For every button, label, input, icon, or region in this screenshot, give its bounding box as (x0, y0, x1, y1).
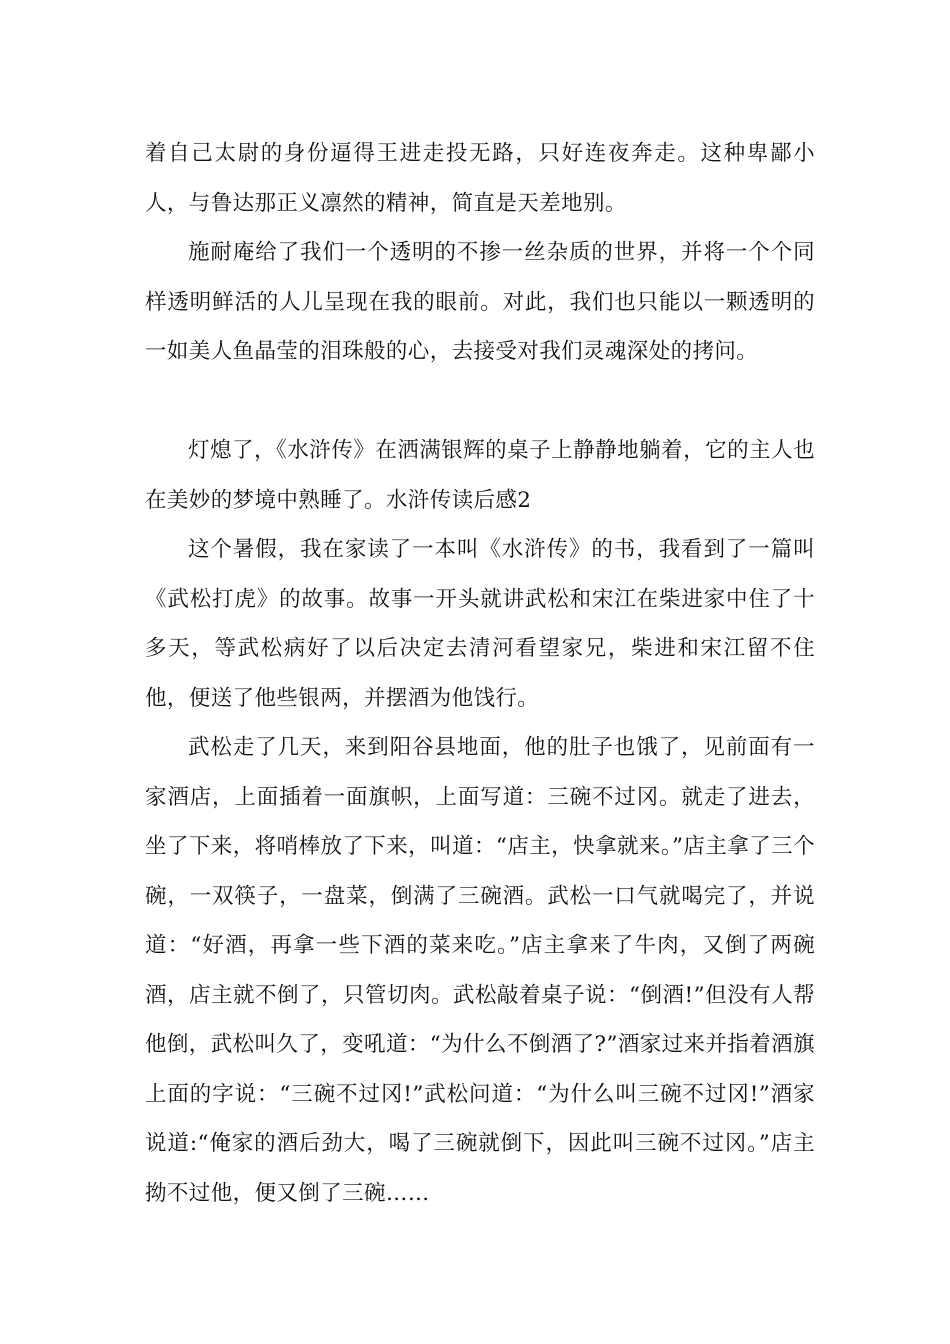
paragraph-continuation: 着自己太尉的身份逼得王进走投无路，只好连夜奔走。这种卑鄙小人，与鲁达那正义凛然的精神，简直是天差地别。 (145, 141, 815, 216)
paragraph-wusong-tavern: 武松走了几天，来到阳谷县地面，他的肚子也饿了，见前面有一家酒店，上面插着一面旗帜，上面写道：三碗不过冈。就走了进去，坐了下来，将哨棒放了下来，叫道：“店主，快拿就来。”店主拿了三个碗，一双筷子，一盘菜，倒满了三碗酒。武松一口气就喝完了，并说道：“好酒，再拿一些下酒的菜来吃。”店主拿来了牛肉，又倒了两碗酒，店主就不倒了，只管切肉。武松敲着桌子说：“倒酒!”但没有人帮他倒，武松叫久了，变吼道：“为什么不倒酒了?”酒家过来并指着酒旗上面的字说：“三碗不过冈!”武松问道：“为什么叫三碗不过冈!”酒家说道:“俺家的酒后劲大，喝了三碗就倒下，因此叫三碗不过冈。”店主拗不过他，便又倒了三碗…… (145, 735, 815, 1206)
paragraph-lamp-out: 灯熄了，《水浒传》在洒满银辉的桌子上静静地躺着，它的主人也在美妙的梦境中熟睡了。水浒传读后感2 (145, 438, 815, 513)
paragraph-summer-reading: 这个暑假，我在家读了一本叫《水浒传》的书，我看到了一篇叫《武松打虎》的故事。故事一开头就讲武松和宋江在柴进家中住了十多天，等武松病好了以后决定去清河看望家兄，柴进和宋江留不住他，便送了他些银两，并摆酒为他饯行。 (145, 537, 815, 711)
text-block-top (145, 129, 815, 377)
paragraph-shi-naian: 施耐庵给了我们一个透明的不掺一丝杂质的世界，并将一个个同样透明鲜活的人儿呈现在我的眼前。对此，我们也只能以一颗透明的一如美人鱼晶莹的泪珠般的心，去接受对我们灵魂深处的拷问。 (145, 240, 815, 364)
text-block-bottom (145, 426, 815, 1218)
